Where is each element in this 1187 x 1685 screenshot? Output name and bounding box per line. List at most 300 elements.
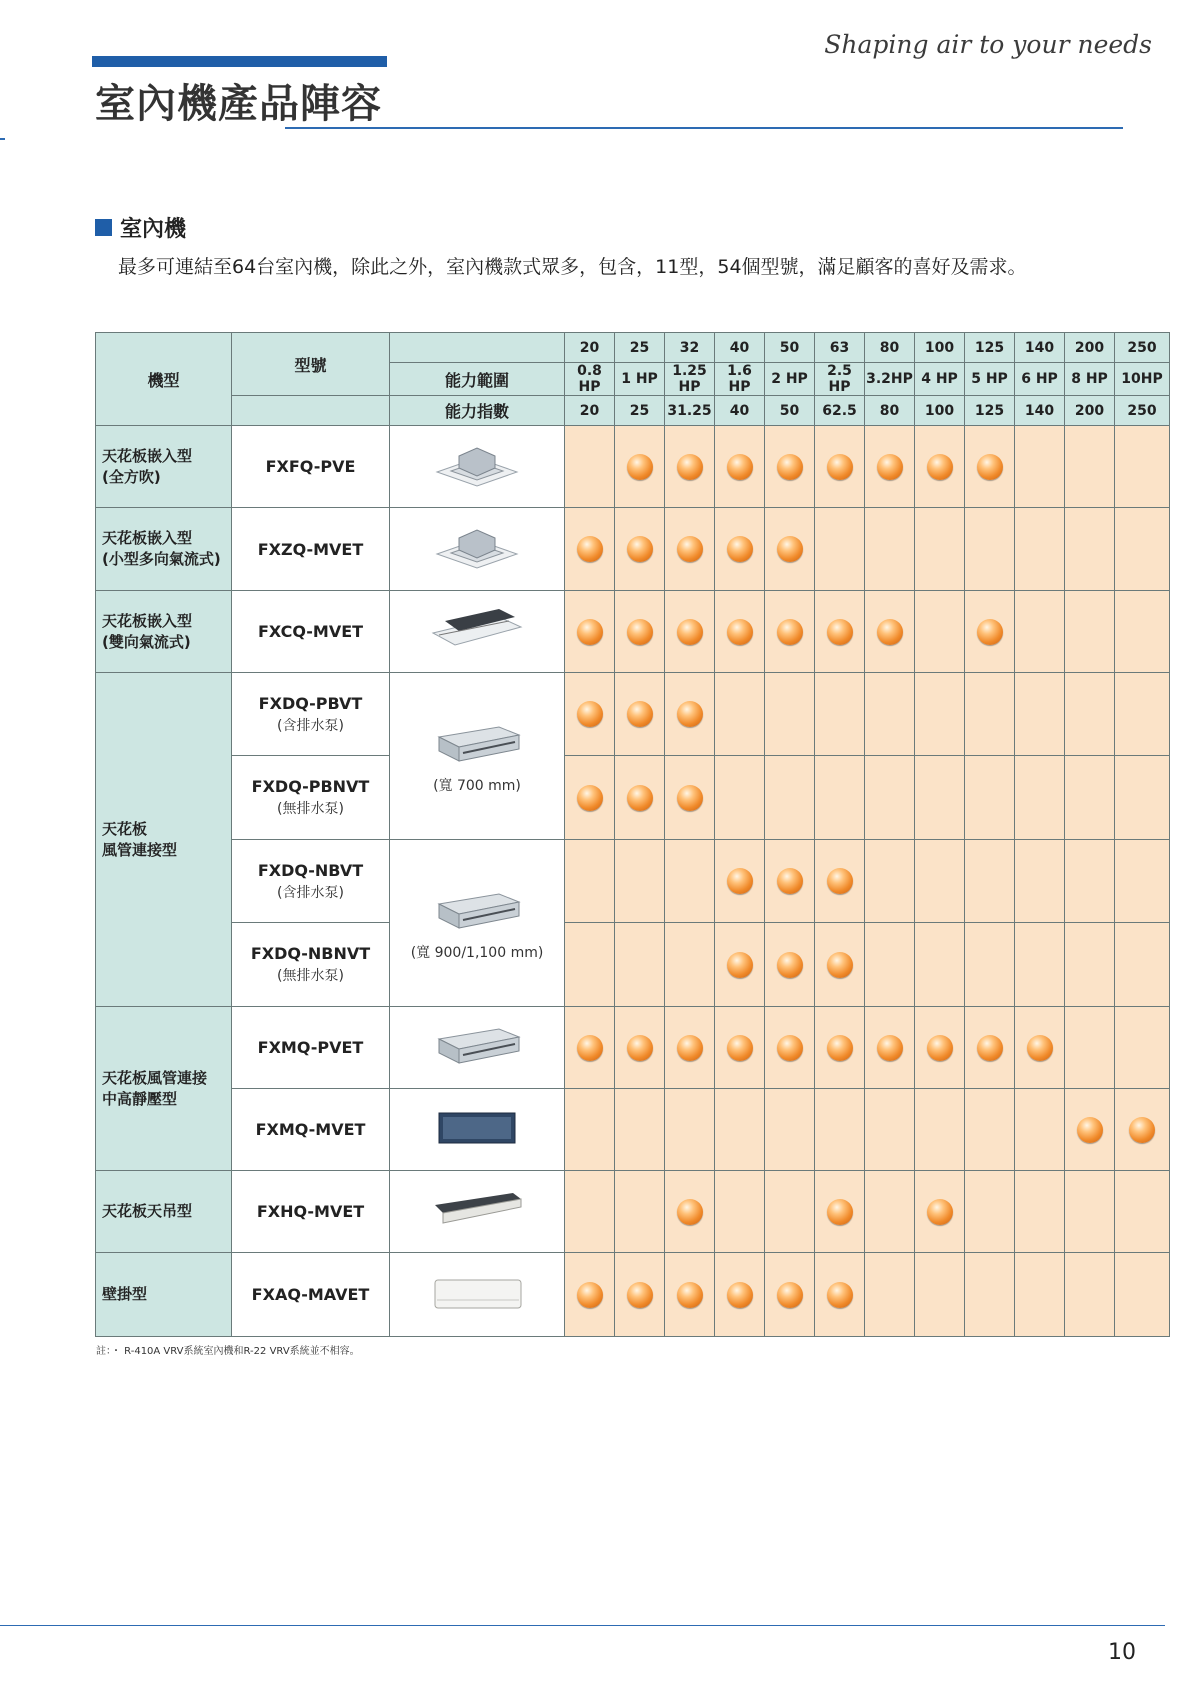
table-row xyxy=(96,673,1170,756)
capacity-cell xyxy=(915,923,965,1007)
capacity-cell xyxy=(965,673,1015,756)
hp-header: 5 HP xyxy=(965,363,1015,396)
available-dot-icon xyxy=(727,1035,753,1061)
table-row xyxy=(96,1253,1170,1337)
capacity-cell xyxy=(915,1007,965,1089)
available-dot-icon xyxy=(677,1035,703,1061)
class-header: 63 xyxy=(815,333,865,363)
capacity-cell xyxy=(865,840,915,923)
intro-text: 最多可連結至64台室內機，除此之外，室內機款式眾多，包含，11型，54個型號，滿足顧客的喜好及需求。 xyxy=(118,256,1027,278)
available-dot-icon xyxy=(777,868,803,894)
capacity-cell xyxy=(915,1089,965,1171)
margin-tick xyxy=(0,138,5,140)
capacity-cell xyxy=(815,1253,865,1337)
capacity-cell xyxy=(915,1253,965,1337)
available-dot-icon xyxy=(827,1199,853,1225)
capacity-cell xyxy=(665,840,715,923)
capacity-cell xyxy=(665,1171,715,1253)
capacity-cell xyxy=(1115,923,1170,1007)
index-header: 125 xyxy=(965,396,1015,426)
capacity-cell xyxy=(815,426,865,508)
available-dot-icon xyxy=(627,1282,653,1308)
capacity-cell xyxy=(615,1171,665,1253)
capacity-cell xyxy=(815,923,865,1007)
indoor-unit-lineup-table xyxy=(95,332,1170,1337)
available-dot-icon xyxy=(1129,1117,1155,1143)
unit-image xyxy=(390,1171,565,1253)
available-dot-icon xyxy=(727,1282,753,1308)
capacity-cell xyxy=(715,673,765,756)
hp-header: 6 HP xyxy=(1015,363,1065,396)
available-dot-icon xyxy=(677,1282,703,1308)
unit-image xyxy=(390,508,565,591)
unit-image xyxy=(390,1089,565,1171)
available-dot-icon xyxy=(927,1199,953,1225)
available-dot-icon xyxy=(927,454,953,480)
capacity-cell xyxy=(865,426,915,508)
available-dot-icon xyxy=(877,454,903,480)
unit-width-caption: (寬 700 mm) xyxy=(433,778,521,794)
class-header: 250 xyxy=(1115,333,1170,363)
index-header: 100 xyxy=(915,396,965,426)
capacity-cell xyxy=(1115,426,1170,508)
unit-image xyxy=(390,840,565,1007)
capacity-cell xyxy=(865,673,915,756)
capacity-cell xyxy=(1115,1089,1170,1171)
unit-type: 天花板嵌入型 (雙向氣流式) xyxy=(96,591,232,673)
capacity-cell xyxy=(565,1089,615,1171)
capacity-cell xyxy=(665,508,715,591)
available-dot-icon xyxy=(877,619,903,645)
hp-header: 1.6 HP xyxy=(715,363,765,396)
capacity-cell xyxy=(1015,1253,1065,1337)
table-row xyxy=(96,508,1170,591)
class-header: 200 xyxy=(1065,333,1115,363)
capacity-cell xyxy=(1065,1171,1115,1253)
capacity-cell xyxy=(665,591,715,673)
capacity-cell xyxy=(915,673,965,756)
hp-header: 2.5 HP xyxy=(815,363,865,396)
capacity-cell xyxy=(715,1253,765,1337)
capacity-cell xyxy=(1015,673,1065,756)
available-dot-icon xyxy=(577,1282,603,1308)
available-dot-icon xyxy=(577,1035,603,1061)
available-dot-icon xyxy=(927,1035,953,1061)
capacity-cell xyxy=(1115,840,1170,923)
capacity-cell xyxy=(765,923,815,1007)
capacity-cell xyxy=(1015,591,1065,673)
model-note: (含排水泵) xyxy=(277,884,344,901)
capacity-cell xyxy=(765,1171,815,1253)
capacity-cell xyxy=(665,923,715,1007)
capacity-cell xyxy=(1015,426,1065,508)
table-row xyxy=(96,756,1170,840)
index-header: 200 xyxy=(1065,396,1115,426)
ceiling-suspended-unit-icon xyxy=(429,1183,525,1237)
available-dot-icon xyxy=(777,619,803,645)
unit-width-caption: (寬 900/1,100 mm) xyxy=(410,945,544,961)
header-blank xyxy=(390,333,565,363)
table-row xyxy=(96,1171,1170,1253)
square-bullet-icon xyxy=(95,219,112,236)
unit-type: 天花板嵌入型 (全方吹) xyxy=(96,426,232,508)
model-code: FXZQ-MVET xyxy=(257,539,364,559)
capacity-cell xyxy=(915,591,965,673)
header-row-class xyxy=(96,333,1170,363)
capacity-cell xyxy=(565,840,615,923)
capacity-cell xyxy=(865,591,915,673)
model-name xyxy=(232,840,390,923)
class-header: 100 xyxy=(915,333,965,363)
capacity-cell xyxy=(765,508,815,591)
title-underline xyxy=(285,127,1123,129)
capacity-cell xyxy=(815,1089,865,1171)
model-code: FXDQ-PBNVT xyxy=(251,777,370,796)
tagline: Shaping air to your needs xyxy=(824,30,1152,59)
page-title: 室內機產品陣容 xyxy=(95,81,382,127)
capacity-cell xyxy=(615,923,665,1007)
capacity-cell xyxy=(715,923,765,1007)
capacity-cell xyxy=(815,1171,865,1253)
capacity-cell xyxy=(665,673,715,756)
capacity-cell xyxy=(565,923,615,1007)
capacity-cell xyxy=(1065,1253,1115,1337)
section-title: 室內機 xyxy=(120,217,187,242)
range-label: 能力範圍 xyxy=(390,363,565,396)
capacity-cell xyxy=(565,426,615,508)
capacity-cell xyxy=(565,1253,615,1337)
capacity-cell xyxy=(565,673,615,756)
unit-image xyxy=(390,426,565,508)
index-header: 140 xyxy=(1015,396,1065,426)
index-header: 20 xyxy=(565,396,615,426)
index-header: 250 xyxy=(1115,396,1170,426)
capacity-cell xyxy=(615,840,665,923)
capacity-cell xyxy=(1015,1089,1065,1171)
available-dot-icon xyxy=(677,619,703,645)
capacity-cell xyxy=(615,1089,665,1171)
capacity-cell xyxy=(1015,508,1065,591)
hp-header: 1 HP xyxy=(615,363,665,396)
model-name xyxy=(232,923,390,1007)
class-header: 50 xyxy=(765,333,815,363)
available-dot-icon xyxy=(677,1199,703,1225)
unit-type: 天花板風管連接 中高靜壓型 xyxy=(96,1007,232,1171)
capacity-cell xyxy=(765,426,815,508)
model-name xyxy=(232,1171,390,1253)
capacity-cell xyxy=(615,1253,665,1337)
hp-header: 2 HP xyxy=(765,363,815,396)
model-code: FXMQ-PVET xyxy=(257,1038,364,1057)
index-label: 能力指數 xyxy=(390,396,565,426)
hp-header: 3.2HP xyxy=(865,363,915,396)
capacity-cell xyxy=(965,591,1015,673)
index-header: 31.25 xyxy=(665,396,715,426)
available-dot-icon xyxy=(727,454,753,480)
capacity-cell xyxy=(1065,840,1115,923)
class-header: 40 xyxy=(715,333,765,363)
capacity-cell xyxy=(1015,1171,1065,1253)
capacity-cell xyxy=(1015,1007,1065,1089)
available-dot-icon xyxy=(827,454,853,480)
capacity-cell xyxy=(665,1007,715,1089)
model-name xyxy=(232,756,390,840)
available-dot-icon xyxy=(727,952,753,978)
capacity-cell xyxy=(1015,923,1065,1007)
available-dot-icon xyxy=(727,868,753,894)
section-heading xyxy=(95,212,186,243)
available-dot-icon xyxy=(877,1035,903,1061)
wall-mounted-unit-icon xyxy=(429,1266,525,1320)
model-header: 型號 xyxy=(232,333,390,396)
available-dot-icon xyxy=(627,454,653,480)
unit-type: 天花板嵌入型 (小型多向氣流式) xyxy=(96,508,232,591)
hp-header: 0.8 HP xyxy=(565,363,615,396)
capacity-cell xyxy=(815,756,865,840)
capacity-cell xyxy=(765,1089,815,1171)
capacity-cell xyxy=(615,426,665,508)
capacity-cell xyxy=(1015,756,1065,840)
table-row xyxy=(96,1007,1170,1089)
model-code: FXAQ-MAVET xyxy=(251,1285,370,1304)
capacity-cell xyxy=(565,591,615,673)
available-dot-icon xyxy=(677,454,703,480)
capacity-cell xyxy=(865,923,915,1007)
capacity-cell xyxy=(615,673,665,756)
capacity-cell xyxy=(1065,756,1115,840)
table-row xyxy=(96,591,1170,673)
available-dot-icon xyxy=(777,1035,803,1061)
capacity-cell xyxy=(765,673,815,756)
capacity-cell xyxy=(965,923,1015,1007)
capacity-cell xyxy=(865,1007,915,1089)
hp-header: 4 HP xyxy=(915,363,965,396)
available-dot-icon xyxy=(677,785,703,811)
capacity-cell xyxy=(665,1253,715,1337)
capacity-cell xyxy=(665,756,715,840)
table-row xyxy=(96,840,1170,923)
capacity-cell xyxy=(1065,1007,1115,1089)
available-dot-icon xyxy=(727,619,753,645)
capacity-cell xyxy=(1065,426,1115,508)
model-note: (無排水泵) xyxy=(277,968,344,984)
model-code: FXDQ-PBVT xyxy=(258,693,363,713)
unit-type: 天花板天吊型 xyxy=(96,1171,232,1253)
capacity-cell xyxy=(965,1253,1015,1337)
capacity-cell xyxy=(715,1171,765,1253)
capacity-cell xyxy=(1065,673,1115,756)
capacity-cell xyxy=(965,840,1015,923)
capacity-cell xyxy=(965,426,1015,508)
capacity-cell xyxy=(1115,508,1170,591)
capacity-cell xyxy=(965,756,1015,840)
cassette-4way-unit-icon xyxy=(429,438,525,492)
available-dot-icon xyxy=(577,536,603,562)
capacity-cell xyxy=(715,756,765,840)
duct-high-unit-icon xyxy=(429,1101,525,1155)
available-dot-icon xyxy=(577,785,603,811)
type-header: 機型 xyxy=(96,333,232,426)
available-dot-icon xyxy=(777,536,803,562)
available-dot-icon xyxy=(577,701,603,727)
available-dot-icon xyxy=(827,1282,853,1308)
capacity-cell xyxy=(715,591,765,673)
capacity-cell xyxy=(565,1007,615,1089)
available-dot-icon xyxy=(977,1035,1003,1061)
unit-type: 壁掛型 xyxy=(96,1253,232,1337)
title-accent-bar xyxy=(92,56,387,67)
capacity-cell xyxy=(765,1007,815,1089)
class-header: 32 xyxy=(665,333,715,363)
model-note: (含排水泵) xyxy=(277,717,344,734)
model-name xyxy=(232,591,390,673)
capacity-cell xyxy=(915,756,965,840)
header-row-index xyxy=(96,396,1170,426)
available-dot-icon xyxy=(777,952,803,978)
index-header: 50 xyxy=(765,396,815,426)
unit-image xyxy=(390,1007,565,1089)
capacity-cell xyxy=(565,1171,615,1253)
capacity-cell xyxy=(815,840,865,923)
capacity-cell xyxy=(615,508,665,591)
capacity-cell xyxy=(815,508,865,591)
index-header: 80 xyxy=(865,396,915,426)
capacity-cell xyxy=(965,508,1015,591)
duct-mid-unit-icon xyxy=(429,1019,525,1073)
capacity-cell xyxy=(715,508,765,591)
available-dot-icon xyxy=(977,619,1003,645)
capacity-cell xyxy=(815,673,865,756)
capacity-cell xyxy=(915,426,965,508)
available-dot-icon xyxy=(827,868,853,894)
available-dot-icon xyxy=(677,536,703,562)
available-dot-icon xyxy=(777,1282,803,1308)
class-header: 80 xyxy=(865,333,915,363)
available-dot-icon xyxy=(1027,1035,1053,1061)
capacity-cell xyxy=(865,1253,915,1337)
capacity-cell xyxy=(965,1171,1015,1253)
capacity-cell xyxy=(865,756,915,840)
available-dot-icon xyxy=(627,536,653,562)
model-code: FXCQ-MVET xyxy=(257,622,364,641)
unit-image xyxy=(390,591,565,673)
hp-header: 8 HP xyxy=(1065,363,1115,396)
model-name xyxy=(232,508,390,591)
capacity-cell xyxy=(965,1007,1015,1089)
index-header: 62.5 xyxy=(815,396,865,426)
class-header: 20 xyxy=(565,333,615,363)
capacity-cell xyxy=(715,426,765,508)
capacity-cell xyxy=(915,840,965,923)
available-dot-icon xyxy=(677,701,703,727)
footer-rule xyxy=(0,1625,1165,1626)
capacity-cell xyxy=(815,1007,865,1089)
available-dot-icon xyxy=(627,785,653,811)
available-dot-icon xyxy=(627,1035,653,1061)
capacity-cell xyxy=(565,756,615,840)
model-name xyxy=(232,426,390,508)
capacity-cell xyxy=(1015,840,1065,923)
capacity-cell xyxy=(915,508,965,591)
model-code: FXDQ-NBNVT xyxy=(250,944,371,963)
hp-header: 1.25 HP xyxy=(665,363,715,396)
index-header: 25 xyxy=(615,396,665,426)
available-dot-icon xyxy=(577,619,603,645)
capacity-cell xyxy=(665,1089,715,1171)
capacity-cell xyxy=(865,1171,915,1253)
capacity-cell xyxy=(615,756,665,840)
cassette-compact-unit-icon xyxy=(429,520,525,574)
duct-slim-900-unit-icon xyxy=(429,884,525,938)
model-name xyxy=(232,1089,390,1171)
capacity-cell xyxy=(765,1253,815,1337)
capacity-cell xyxy=(1065,508,1115,591)
capacity-cell xyxy=(765,591,815,673)
capacity-cell xyxy=(915,1171,965,1253)
capacity-cell xyxy=(665,426,715,508)
capacity-cell xyxy=(1115,756,1170,840)
class-header: 25 xyxy=(615,333,665,363)
capacity-cell xyxy=(1115,1253,1170,1337)
model-code: FXDQ-NBVT xyxy=(257,860,364,880)
capacity-cell xyxy=(765,840,815,923)
available-dot-icon xyxy=(977,454,1003,480)
available-dot-icon xyxy=(827,952,853,978)
model-name xyxy=(232,1007,390,1089)
capacity-cell xyxy=(865,508,915,591)
model-header-blank xyxy=(232,396,390,426)
capacity-cell xyxy=(765,756,815,840)
index-header: 40 xyxy=(715,396,765,426)
capacity-cell xyxy=(715,840,765,923)
capacity-cell xyxy=(1065,1089,1115,1171)
capacity-cell xyxy=(565,508,615,591)
capacity-cell xyxy=(715,1089,765,1171)
capacity-cell xyxy=(1065,923,1115,1007)
capacity-cell xyxy=(965,1089,1015,1171)
available-dot-icon xyxy=(627,619,653,645)
class-header: 125 xyxy=(965,333,1015,363)
model-name xyxy=(232,673,390,756)
unit-image xyxy=(390,673,565,840)
capacity-cell xyxy=(815,591,865,673)
model-note: (無排水泵) xyxy=(277,801,344,817)
capacity-cell xyxy=(715,1007,765,1089)
available-dot-icon xyxy=(777,454,803,480)
model-code: FXFQ-PVE xyxy=(265,457,356,476)
model-code: FXMQ-MVET xyxy=(255,1120,366,1139)
cassette-2way-unit-icon xyxy=(429,603,525,657)
table-row xyxy=(96,923,1170,1007)
capacity-cell xyxy=(1115,1007,1170,1089)
hp-header: 10HP xyxy=(1115,363,1170,396)
model-name xyxy=(232,1253,390,1337)
unit-image xyxy=(390,1253,565,1337)
page-number: 10 xyxy=(1108,1640,1136,1665)
available-dot-icon xyxy=(1077,1117,1103,1143)
class-header: 140 xyxy=(1015,333,1065,363)
available-dot-icon xyxy=(827,619,853,645)
capacity-cell xyxy=(615,591,665,673)
capacity-cell xyxy=(1065,591,1115,673)
unit-type: 天花板 風管連接型 xyxy=(96,673,232,1007)
duct-slim-700-unit-icon xyxy=(429,717,525,771)
capacity-cell xyxy=(1115,1171,1170,1253)
available-dot-icon xyxy=(827,1035,853,1061)
capacity-cell xyxy=(1115,673,1170,756)
available-dot-icon xyxy=(627,701,653,727)
capacity-cell xyxy=(865,1089,915,1171)
